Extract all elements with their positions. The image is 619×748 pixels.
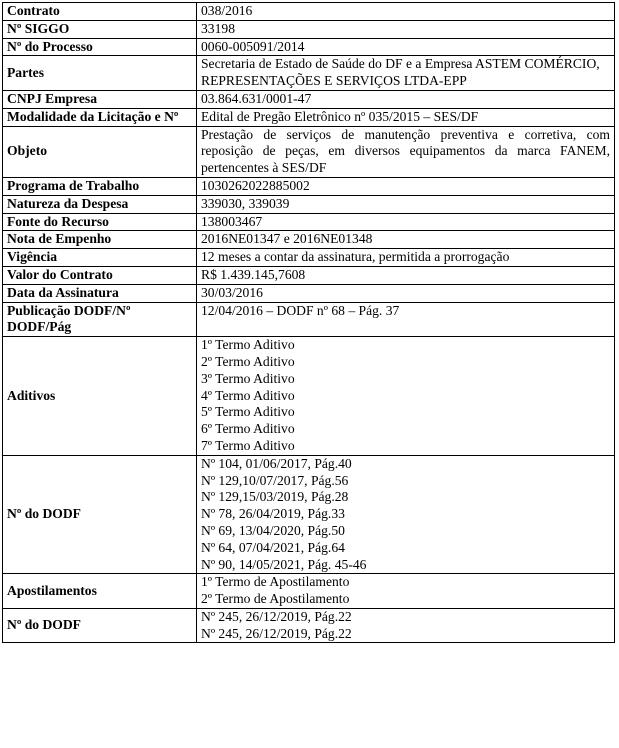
table-row <box>3 213 615 231</box>
natureza-value: 339030, 339039 <box>197 195 615 213</box>
partes-label: Partes <box>3 56 197 91</box>
contract-info-table <box>2 2 615 643</box>
vigencia-value: 12 meses a contar da assinatura, permitida a prorrogação <box>197 249 615 267</box>
aditivos-list <box>197 337 615 456</box>
table-row <box>3 608 615 643</box>
cnpj-label: CNPJ Empresa <box>3 90 197 108</box>
table-row <box>3 284 615 302</box>
dodf-apostilamentos-list <box>197 608 615 643</box>
empenho-label: Nota de Empenho <box>3 231 197 249</box>
apostilamentos-list <box>197 574 615 609</box>
dodf-item: Nº 129,10/07/2017, Pág.56 <box>201 472 349 488</box>
table-row <box>3 38 615 56</box>
dodf-item: Nº 245, 26/12/2019, Pág.22 <box>201 608 352 624</box>
partes-value: Secretaria de Estado de Saúde do DF e a Empresa ASTEM COMÉRCIO, REPRESENTAÇÕES E SERVIÇOS LTDA-EPP <box>197 56 615 91</box>
publicacao-value: 12/04/2016 – DODF nº 68 – Pág. 37 <box>197 302 615 337</box>
processo-label: Nº do Processo <box>3 38 197 56</box>
apostilamentos-label: Apostilamentos <box>3 574 197 609</box>
dodf-aditivos-list <box>197 455 615 574</box>
dodf-item: Nº 78, 26/04/2019, Pág.33 <box>201 506 345 522</box>
siggo-value: 33198 <box>197 20 615 38</box>
table-row <box>3 56 615 91</box>
programa-value: 1030262022885002 <box>197 177 615 195</box>
aditivos-label: Aditivos <box>3 337 197 456</box>
table-row <box>3 249 615 267</box>
aditivo-item: 1º Termo Aditivo <box>201 337 295 353</box>
aditivo-item: 7º Termo Aditivo <box>201 437 295 453</box>
table-row <box>3 90 615 108</box>
vigencia-label: Vigência <box>3 249 197 267</box>
dodf-aditivos-label: Nº do DODF <box>3 455 197 574</box>
processo-value: 0060-005091/2014 <box>197 38 615 56</box>
assinatura-value: 30/03/2016 <box>197 284 615 302</box>
contrato-value: 038/2016 <box>197 3 615 21</box>
objeto-value: Prestação de serviços de manutenção preventiva e corretiva, com reposição de peças, em diversos equipamentos da marca FANEM, pertencentes à SES/DF <box>197 126 615 177</box>
table-row <box>3 177 615 195</box>
dodf-apostilamentos-label: Nº do DODF <box>3 608 197 643</box>
table-row <box>3 20 615 38</box>
aditivo-item: 4º Termo Aditivo <box>201 387 295 403</box>
programa-label: Programa de Trabalho <box>3 177 197 195</box>
dodf-item: Nº 245, 26/12/2019, Pág.22 <box>201 625 352 641</box>
fonte-value: 138003467 <box>197 213 615 231</box>
objeto-label: Objeto <box>3 126 197 177</box>
table-row <box>3 574 615 609</box>
apostilamento-item: 1º Termo de Apostilamento <box>201 574 350 590</box>
contrato-label: Contrato <box>3 3 197 21</box>
aditivo-item: 3º Termo Aditivo <box>201 370 295 386</box>
fonte-label: Fonte do Recurso <box>3 213 197 231</box>
publicacao-label: Publicação DODF/Nº DODF/Pág <box>3 302 197 337</box>
cnpj-value: 03.864.631/0001-47 <box>197 90 615 108</box>
valor-value: R$ 1.439.145,7608 <box>197 266 615 284</box>
table-row <box>3 231 615 249</box>
aditivo-item: 6º Termo Aditivo <box>201 421 295 437</box>
aditivo-item: 5º Termo Aditivo <box>201 404 295 420</box>
table-row <box>3 266 615 284</box>
modalidade-value: Edital de Pregão Eletrônico nº 035/2015 – SES/DF <box>197 108 615 126</box>
table-row <box>3 337 615 456</box>
dodf-item: Nº 129,15/03/2019, Pág.28 <box>201 489 349 505</box>
table-row <box>3 108 615 126</box>
modalidade-label: Modalidade da Licitação e Nº <box>3 108 197 126</box>
dodf-item: Nº 104, 01/06/2017, Pág.40 <box>201 455 352 471</box>
table-row <box>3 302 615 337</box>
dodf-item: Nº 64, 07/04/2021, Pág.64 <box>201 539 345 555</box>
apostilamento-item: 2º Termo de Apostilamento <box>201 591 350 607</box>
dodf-item: Nº 69, 13/04/2020, Pág.50 <box>201 522 345 538</box>
assinatura-label: Data da Assinatura <box>3 284 197 302</box>
table-row <box>3 126 615 177</box>
table-row <box>3 195 615 213</box>
table-row <box>3 3 615 21</box>
empenho-value: 2016NE01347 e 2016NE01348 <box>197 231 615 249</box>
aditivo-item: 2º Termo Aditivo <box>201 353 295 369</box>
valor-label: Valor do Contrato <box>3 266 197 284</box>
natureza-label: Natureza da Despesa <box>3 195 197 213</box>
dodf-item: Nº 90, 14/05/2021, Pág. 45-46 <box>201 556 367 572</box>
siggo-label: Nº SIGGO <box>3 20 197 38</box>
table-row <box>3 455 615 574</box>
